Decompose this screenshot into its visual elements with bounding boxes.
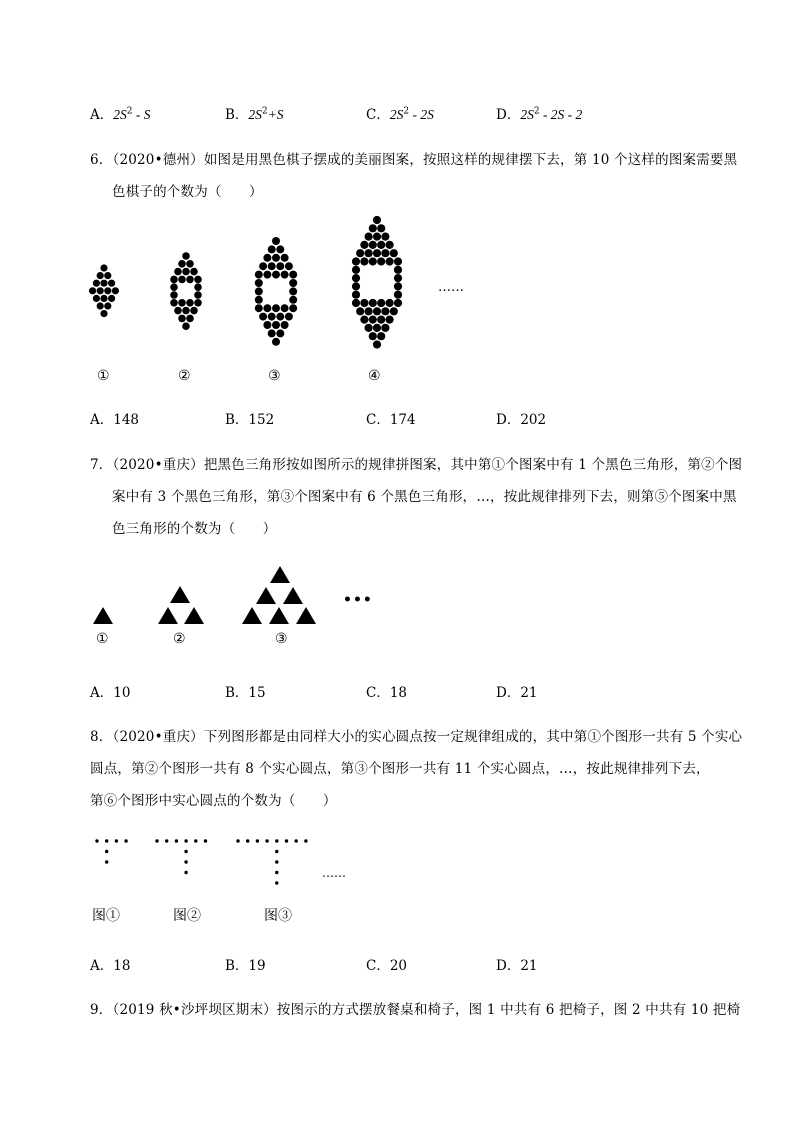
q8-label-3: 图③ bbox=[264, 908, 292, 924]
q7-option-c[interactable]: C．18 bbox=[366, 685, 408, 701]
q6-label-1: ① bbox=[97, 368, 110, 384]
q8-dot bbox=[304, 839, 307, 842]
q8-dot bbox=[275, 871, 278, 874]
q7-stem-line3: 色三角形的个数为（ ） bbox=[112, 521, 277, 537]
q5-option-c[interactable]: C．$2S^2 - 2S$ bbox=[366, 106, 434, 123]
q8-dot bbox=[165, 839, 168, 842]
q5-option-d[interactable]: D．$2S^2 - 2S - 2$ bbox=[496, 106, 583, 123]
q7-label-2: ② bbox=[173, 631, 186, 647]
q8-dot bbox=[95, 839, 98, 842]
q8-dot bbox=[204, 839, 207, 842]
q8-stem-line3: 第⑥个图形中实心圆点的个数为（ ） bbox=[90, 793, 337, 809]
q6-option-c[interactable]: C．174 bbox=[366, 412, 416, 428]
q6-option-b[interactable]: B．152 bbox=[225, 412, 275, 428]
q8-dot bbox=[124, 839, 127, 842]
q9-stem-line1: 9．（2019 秋•沙坪坝区期末）按图示的方式摆放餐桌和椅子，图 1 中共有 6 把椅子，图 2 中共有 10 把椅 bbox=[90, 1002, 741, 1018]
q8-dot bbox=[184, 860, 187, 863]
q7-stem-line1: 7．（2020•重庆）把黑色三角形按如图所示的规律拼图案，其中第①个图案中有 1 个黑色三角形，第②个图 bbox=[90, 457, 743, 473]
q6-stem-line1: 6．（2020•德州）如图是用黑色棋子摆成的美丽图案，按照这样的规律摆下去，第 10 个这样的图案需要黑 bbox=[90, 152, 738, 168]
q6-label-2: ② bbox=[178, 368, 191, 384]
q6-ellipsis: …… bbox=[438, 280, 464, 295]
q8-dot bbox=[105, 850, 108, 853]
q7-option-b[interactable]: B．15 bbox=[225, 685, 266, 701]
q7-option-a[interactable]: A．10 bbox=[90, 685, 131, 701]
q8-dot bbox=[184, 839, 187, 842]
q8-dot bbox=[246, 839, 249, 842]
q8-dot bbox=[256, 839, 259, 842]
q6-label-4: ④ bbox=[368, 368, 381, 384]
q8-dot bbox=[184, 871, 187, 874]
q8-dot bbox=[194, 839, 197, 842]
q8-dot bbox=[265, 839, 268, 842]
q7-ellipsis: ••• bbox=[343, 592, 373, 608]
q8-dot bbox=[175, 839, 178, 842]
q8-option-a[interactable]: A．18 bbox=[90, 958, 131, 974]
q8-option-c[interactable]: C．20 bbox=[366, 958, 408, 974]
q8-dot bbox=[184, 850, 187, 853]
q6-option-d[interactable]: D．202 bbox=[496, 412, 547, 428]
q7-stem-line2: 案中有 3 个黑色三角形，第③个图案中有 6 个黑色三角形，…，按此规律排列下去，则第⑤个图案中黑 bbox=[112, 489, 737, 505]
q8-stem-line2: 圆点，第②个图形一共有 8 个实心圆点，第③个图形一共有 11 个实心圆点，…，按此规律排列下去， bbox=[90, 761, 710, 777]
q8-label-1: 图① bbox=[92, 908, 120, 924]
q5-option-b[interactable]: B．$2S^2+S$ bbox=[225, 106, 284, 123]
q7-option-d[interactable]: D．21 bbox=[496, 685, 538, 701]
q6-label-3: ③ bbox=[268, 368, 281, 384]
q8-dot bbox=[275, 839, 278, 842]
q5-option-a[interactable]: A．$2S^2$ - S bbox=[90, 106, 151, 123]
q8-dot bbox=[285, 839, 288, 842]
q8-dot bbox=[275, 850, 278, 853]
q8-dot bbox=[295, 839, 298, 842]
q8-dot bbox=[275, 881, 278, 884]
q8-dot bbox=[105, 860, 108, 863]
q6-stem-line2: 色棋子的个数为（ ） bbox=[112, 184, 263, 200]
q8-option-b[interactable]: B．19 bbox=[225, 958, 266, 974]
q8-label-2: 图② bbox=[173, 908, 201, 924]
q8-ellipsis: …… bbox=[322, 866, 346, 880]
q8-dot bbox=[105, 839, 108, 842]
q7-label-1: ① bbox=[96, 631, 109, 647]
q6-option-a[interactable]: A．148 bbox=[90, 412, 140, 428]
q7-label-3: ③ bbox=[275, 631, 288, 647]
q8-stem-line1: 8．（2020•重庆）下列图形都是由同样大小的实心圆点按一定规律组成的，其中第①个图形一共有 5 个实心 bbox=[90, 729, 743, 745]
q8-dot bbox=[236, 839, 239, 842]
q8-dot bbox=[115, 839, 118, 842]
q8-option-d[interactable]: D．21 bbox=[496, 958, 538, 974]
q8-dot bbox=[275, 860, 278, 863]
q8-dot bbox=[155, 839, 158, 842]
